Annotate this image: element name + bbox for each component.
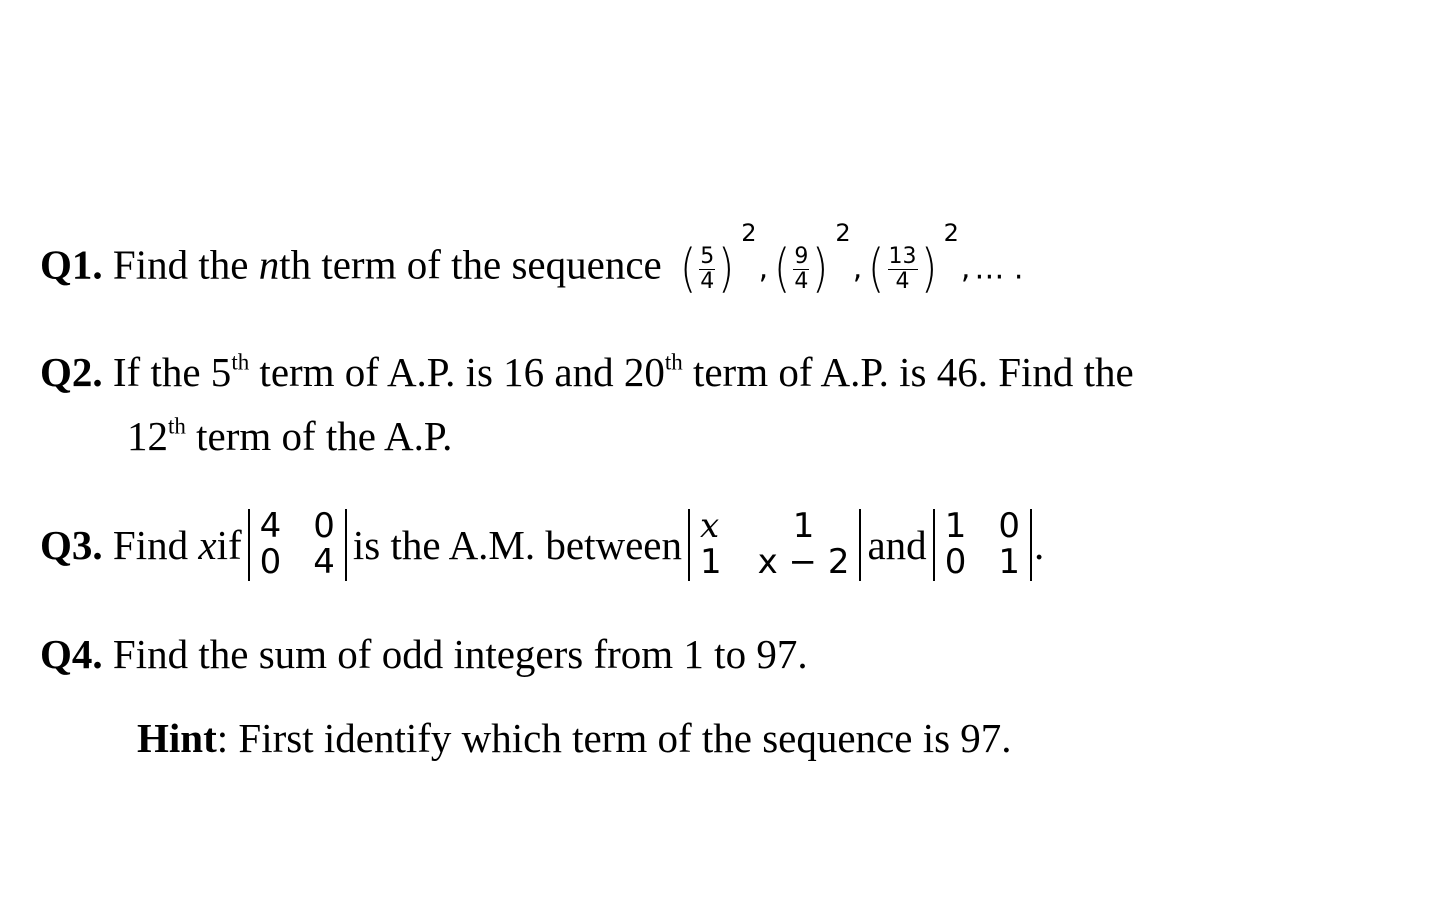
question-4 <box>40 631 808 677</box>
det2-a11: x <box>699 506 720 547</box>
question-3-x: x <box>198 521 217 568</box>
det1-a11: 4 <box>259 506 282 547</box>
question-4-label: Q4. <box>40 631 103 677</box>
det1-a12: 0 <box>313 506 335 547</box>
determinant-1 <box>248 506 347 582</box>
question-4-text: Find the sum of odd integers from 1 to 97. <box>112 631 808 677</box>
question-2 <box>40 349 1134 395</box>
term-1-denominator: 4 <box>700 268 715 294</box>
sequence-comma-3: , <box>960 251 971 287</box>
question-1-text-before: Find the <box>112 241 259 288</box>
det2-a12: 1 <box>792 506 815 547</box>
question-3-text-4: and <box>867 521 927 568</box>
question-2-line2-a: 12 <box>127 413 168 459</box>
question-1-n: n <box>258 241 280 288</box>
term-1-numerator: 5 <box>700 244 715 270</box>
term-2-exponent: 2 <box>835 219 851 247</box>
det3-a22: 1 <box>998 542 1020 582</box>
hint-text: First identify which term of the sequence is 97. <box>228 715 1012 761</box>
question-2-line1-c: term of A.P. is 46. Find the <box>682 349 1134 395</box>
question-2-sup-2: th <box>664 349 683 375</box>
term-1-exponent: 2 <box>741 219 757 247</box>
det2-a21: 1 <box>699 542 722 582</box>
det1-a22: 4 <box>313 542 335 582</box>
question-2-line1-a: If the 5 <box>112 349 232 395</box>
term-3-denominator: 4 <box>895 268 910 294</box>
sequence-term-2: ( $\frac{9}{4}$ ) 2 <box>774 219 851 299</box>
question-2-sup-3: th <box>168 413 186 439</box>
sequence-term-3: ( $\frac{13}{4}$ ) 2 <box>868 219 959 299</box>
det3-a21: 0 <box>944 542 967 582</box>
question-1-text-after: th term of the sequence <box>279 241 662 288</box>
question-1 <box>40 219 1024 299</box>
question-2-line-2 <box>127 413 453 459</box>
sequence-comma-1: , <box>758 251 769 287</box>
det1-a21: 0 <box>259 542 282 582</box>
term-3-exponent: 2 <box>943 219 959 247</box>
determinant-3 <box>933 506 1032 582</box>
hint <box>137 715 1012 761</box>
question-3-period: . <box>1033 521 1045 568</box>
term-3-numerator: 13 <box>888 244 917 270</box>
sequence-term-1: ( $\frac{5}{4}$ ) 2 <box>679 219 757 299</box>
term-2-numerator: 9 <box>794 244 809 270</box>
sequence-comma-2: , <box>852 251 863 287</box>
term-2-denominator: 4 <box>794 268 809 294</box>
question-3-label: Q3. <box>40 521 103 568</box>
det2-a22: x − 2 <box>757 542 850 582</box>
question-2-line2-b: term of the A.P. <box>185 413 453 459</box>
question-3-text-1: Find <box>112 521 189 568</box>
question-3 <box>40 500 1044 590</box>
det3-a11: 1 <box>944 506 967 547</box>
question-1-label: Q1. <box>40 241 103 288</box>
question-3-text-2: if <box>216 521 242 568</box>
question-2-label: Q2. <box>40 349 103 395</box>
det3-a12: 0 <box>998 506 1020 547</box>
question-2-sup-1: th <box>231 349 250 375</box>
determinant-2 <box>688 506 862 582</box>
question-2-line1-b: term of A.P. is 16 and 20 <box>249 349 665 395</box>
hint-colon: : <box>216 715 229 761</box>
sequence-ellipsis: … . <box>974 251 1024 287</box>
hint-label: Hint <box>137 715 217 761</box>
question-3-text-3: is the A.M. between <box>352 521 682 568</box>
